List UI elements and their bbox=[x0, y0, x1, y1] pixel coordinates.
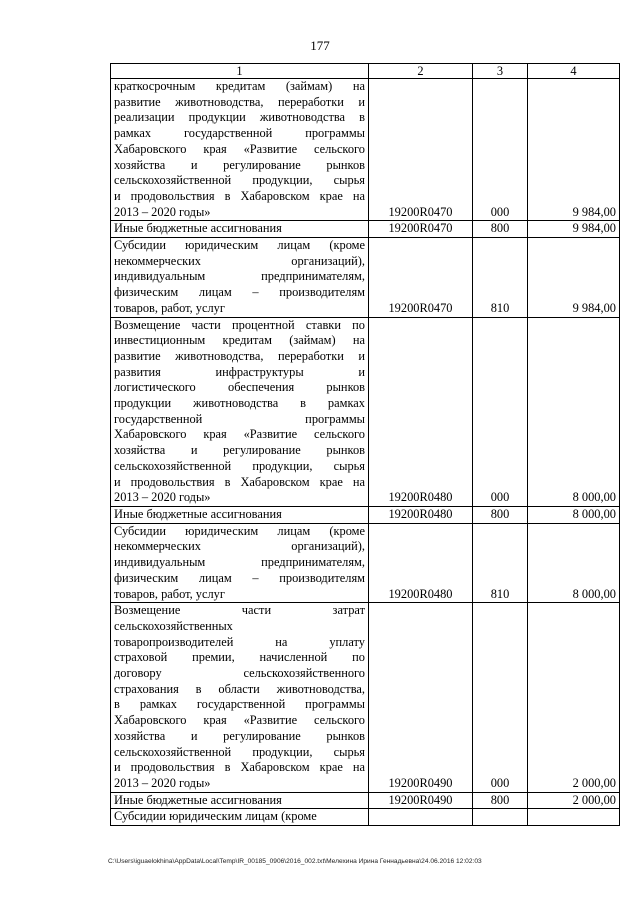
header-col-2: 2 bbox=[369, 64, 473, 79]
row-description bbox=[111, 317, 369, 506]
description-line: реализации продукции животноводства в bbox=[114, 110, 365, 125]
page-number: 177 bbox=[310, 38, 330, 53]
row-type: 800 bbox=[473, 221, 528, 238]
description-line: государственной программы bbox=[114, 411, 365, 426]
description-line: краткосрочным кредитам (займам) на bbox=[114, 79, 365, 93]
budget-table bbox=[110, 63, 620, 826]
table-row bbox=[111, 523, 620, 603]
description-line: хозяйства и регулирование рынков bbox=[114, 443, 365, 458]
header-col-1: 1 bbox=[111, 64, 369, 79]
description-line: Хабаровского края «Развитие сельского bbox=[114, 713, 365, 728]
description-line: индивидуальным предпринимателям, bbox=[114, 555, 365, 570]
description-line: индивидуальным предпринимателям, bbox=[114, 269, 365, 284]
description-line: 2013 – 2020 годы» bbox=[114, 204, 211, 219]
row-type: 800 bbox=[473, 792, 528, 809]
table-row bbox=[111, 506, 620, 523]
description-line: развития инфраструктуры и bbox=[114, 364, 365, 379]
row-amount: 2 000,00 bbox=[528, 603, 620, 792]
table-row bbox=[111, 809, 620, 826]
description-line: Субсидии юридическим лицам (кроме bbox=[114, 238, 365, 253]
table-row bbox=[111, 792, 620, 809]
description-line: страхования в области животноводства, bbox=[114, 681, 365, 696]
row-amount: 8 000,00 bbox=[528, 523, 620, 603]
row-amount: 9 984,00 bbox=[528, 238, 620, 318]
description-line: Возмещение части процентной ставки по bbox=[114, 317, 365, 332]
description-line: Субсидии юридическим лицам (кроме bbox=[114, 523, 365, 538]
description-line: и продовольствия в Хабаровском крае на bbox=[114, 474, 365, 489]
description-line: физическим лицам – производителям bbox=[114, 285, 365, 300]
description-line: Субсидии юридическим лицам (кроме bbox=[114, 809, 317, 824]
description-line: инвестиционным кредитам (займам) на bbox=[114, 333, 365, 348]
row-type: 810 bbox=[473, 523, 528, 603]
row-code: 19200R0480 bbox=[369, 523, 473, 603]
description-line: товаров, работ, услуг bbox=[114, 586, 225, 601]
description-line: товаров, работ, услуг bbox=[114, 300, 225, 315]
row-code: 19200R0490 bbox=[369, 792, 473, 809]
description-line: страховой премии, начисленной по bbox=[114, 650, 365, 665]
row-code bbox=[369, 809, 473, 826]
row-description bbox=[111, 792, 369, 809]
header-col-3: 3 bbox=[473, 64, 528, 79]
row-amount: 9 984,00 bbox=[528, 79, 620, 221]
description-line: сельскохозяйственной продукции, сырья bbox=[114, 173, 365, 188]
description-line: развитие животноводства, переработки и bbox=[114, 348, 365, 363]
row-code: 19200R0480 bbox=[369, 317, 473, 506]
description-line: развитие животноводства, переработки и bbox=[114, 94, 365, 109]
row-type: 810 bbox=[473, 238, 528, 318]
row-amount: 8 000,00 bbox=[528, 317, 620, 506]
description-line: и продовольствия в Хабаровском крае на bbox=[114, 760, 365, 775]
row-type: 000 bbox=[473, 79, 528, 221]
file-path-footer: C:\Users\iguaelokhina\AppData\Local\Temp\IR_00185_0906\2016_002.txt\Мелехина Ирина Геннадьевна\24.06.2016 12:02:03 bbox=[108, 858, 482, 865]
row-type: 000 bbox=[473, 317, 528, 506]
row-amount: 9 984,00 bbox=[528, 221, 620, 238]
description-line: продукции животноводства в рамках bbox=[114, 396, 365, 411]
row-code: 19200R0490 bbox=[369, 603, 473, 792]
row-amount: 2 000,00 bbox=[528, 792, 620, 809]
row-description bbox=[111, 238, 369, 318]
row-amount bbox=[528, 809, 620, 826]
description-line: Иные бюджетные ассигнования bbox=[114, 792, 282, 807]
row-description bbox=[111, 523, 369, 603]
row-type bbox=[473, 809, 528, 826]
description-line: логистического обеспечения рынков bbox=[114, 380, 365, 395]
table-row bbox=[111, 238, 620, 318]
row-description bbox=[111, 603, 369, 792]
table-row bbox=[111, 221, 620, 238]
description-line: Возмещение части затрат bbox=[114, 603, 365, 618]
table-row bbox=[111, 603, 620, 792]
row-code: 19200R0470 bbox=[369, 238, 473, 318]
row-description bbox=[111, 809, 369, 826]
row-amount: 8 000,00 bbox=[528, 506, 620, 523]
table-row bbox=[111, 79, 620, 221]
description-line: хозяйства и регулирование рынков bbox=[114, 157, 365, 172]
description-line: физическим лицам – производителям bbox=[114, 570, 365, 585]
description-line: 2013 – 2020 годы» bbox=[114, 775, 211, 790]
description-line: некоммерческих организаций), bbox=[114, 253, 365, 268]
row-code: 19200R0470 bbox=[369, 221, 473, 238]
description-line: рамках государственной программы bbox=[114, 126, 365, 141]
description-line: договору сельскохозяйственного bbox=[114, 666, 365, 681]
row-type: 800 bbox=[473, 506, 528, 523]
description-line: 2013 – 2020 годы» bbox=[114, 490, 211, 505]
row-type: 000 bbox=[473, 603, 528, 792]
row-code: 19200R0480 bbox=[369, 506, 473, 523]
description-line: сельскохозяйственной продукции, сырья bbox=[114, 458, 365, 473]
description-line: товаропроизводителей на уплату bbox=[114, 634, 365, 649]
description-line: сельскохозяйственной продукции, сырья bbox=[114, 744, 365, 759]
description-line: и продовольствия в Хабаровском крае на bbox=[114, 188, 365, 203]
description-line: хозяйства и регулирование рынков bbox=[114, 728, 365, 743]
header-col-4: 4 bbox=[528, 64, 620, 79]
table-header-row bbox=[111, 64, 620, 79]
description-line: Иные бюджетные ассигнования bbox=[114, 506, 282, 521]
description-line: Иные бюджетные ассигнования bbox=[114, 221, 282, 236]
description-line: в рамках государственной программы bbox=[114, 697, 365, 712]
description-line: сельскохозяйственных bbox=[114, 618, 233, 633]
row-description bbox=[111, 506, 369, 523]
table-row bbox=[111, 317, 620, 506]
description-line: Хабаровского края «Развитие сельского bbox=[114, 141, 365, 156]
row-code: 19200R0470 bbox=[369, 79, 473, 221]
description-line: некоммерческих организаций), bbox=[114, 539, 365, 554]
row-description bbox=[111, 79, 369, 221]
description-line: Хабаровского края «Развитие сельского bbox=[114, 427, 365, 442]
row-description bbox=[111, 221, 369, 238]
